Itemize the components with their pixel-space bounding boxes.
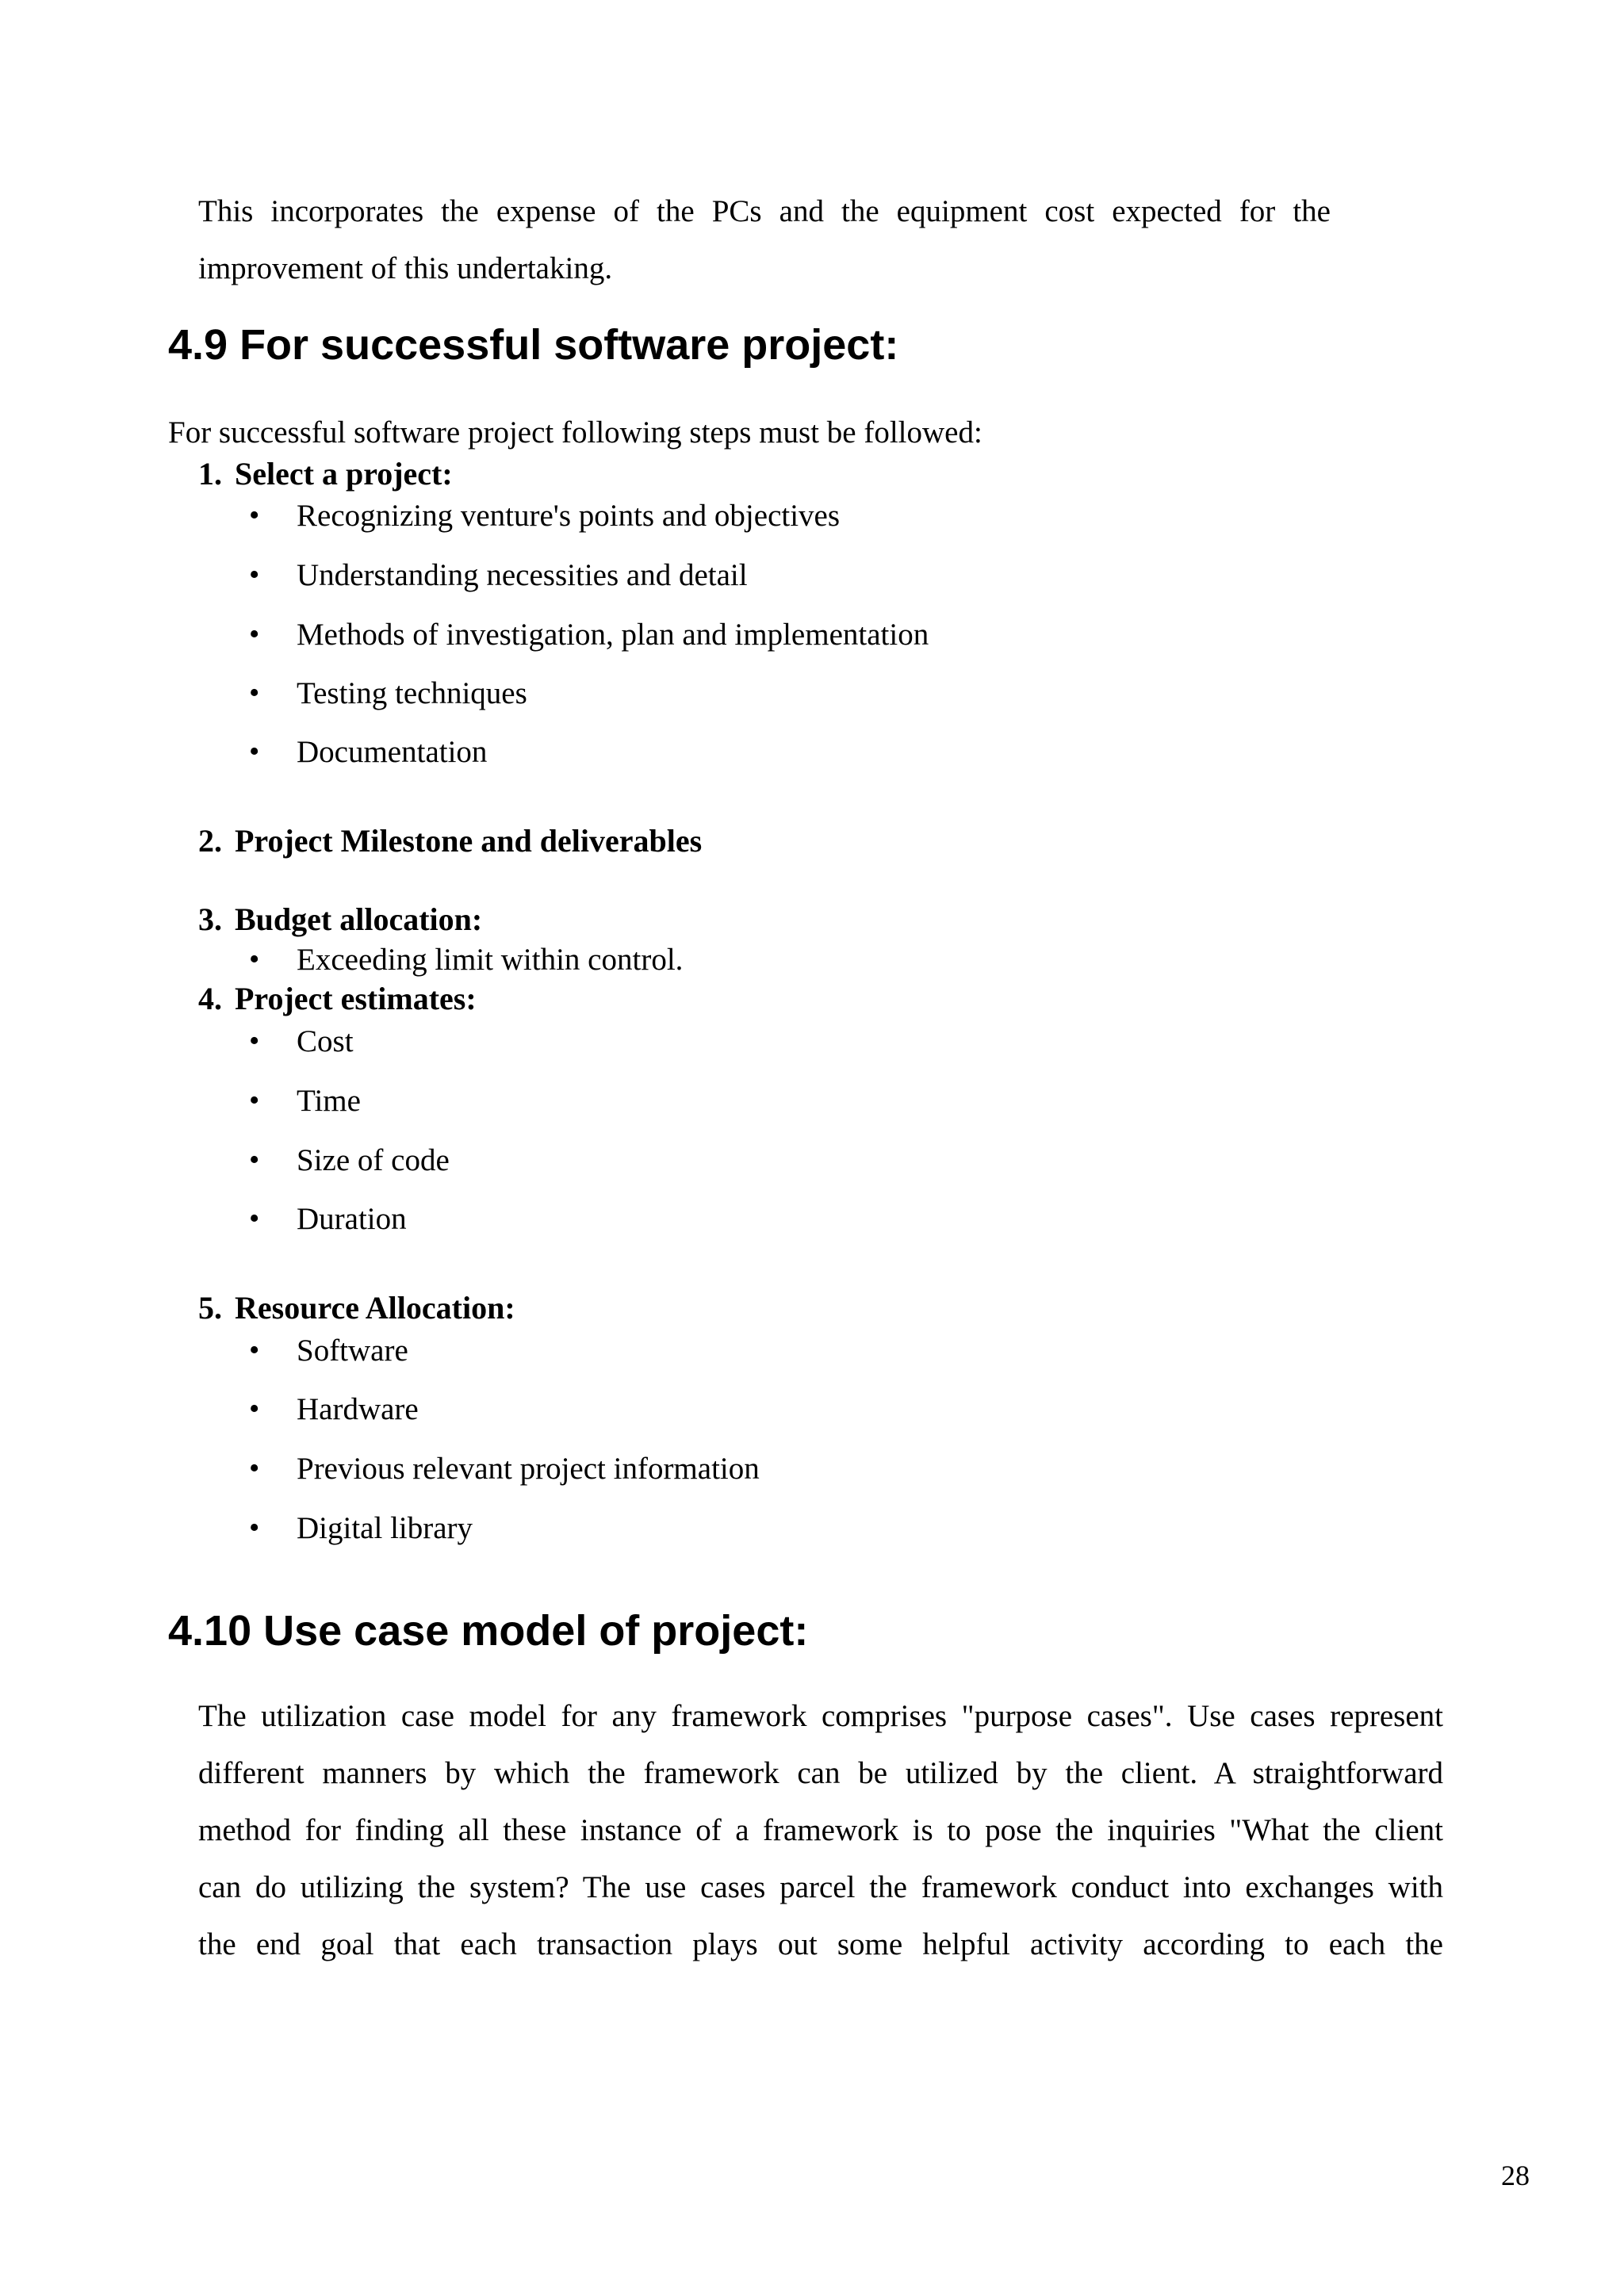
section-heading-4-9: 4.9 For successful software project:: [168, 321, 899, 369]
bullet-icon: •: [249, 499, 260, 532]
bullet-icon: •: [249, 1143, 260, 1177]
bullet-icon: •: [249, 1024, 260, 1058]
bullet-icon: •: [249, 558, 260, 591]
bullet-icon: •: [249, 1392, 260, 1425]
step-3-title: Budget allocation:: [235, 901, 483, 937]
bullet-icon: •: [249, 1334, 260, 1367]
bullet-icon: •: [249, 943, 260, 976]
list-item: • Documentation: [249, 735, 488, 769]
paragraph-line: The utilization case model for any framework comprises "purpose cases". Use cases represent: [198, 1699, 1443, 1733]
step-4-title: Project estimates:: [235, 981, 477, 1016]
section-heading-4-10: 4.10 Use case model of project:: [168, 1607, 809, 1655]
list-item: • Duration: [249, 1202, 407, 1236]
list-item: • Digital library: [249, 1511, 473, 1545]
paragraph-line: can do utilizing the system? The use cases parcel the framework conduct into exchanges with: [198, 1870, 1443, 1904]
step-5-number: 5.: [198, 1290, 222, 1326]
paragraph-line: the end goal that each transaction plays out some helpful activity according to each the: [198, 1927, 1443, 1961]
bullet-icon: •: [249, 676, 260, 710]
list-item: • Software: [249, 1334, 408, 1368]
bullet-icon: •: [249, 1084, 260, 1117]
paragraph-line: different manners by which the framework can be utilized by the client. A straightforward: [198, 1756, 1443, 1790]
list-item: • Recognizing venture's points and objectives: [249, 499, 841, 533]
step-4-number: 4.: [198, 981, 222, 1016]
step-3-number: 3.: [198, 901, 222, 937]
intro-line-2: improvement of this undertaking.: [198, 251, 613, 285]
list-item: • Size of code: [249, 1143, 450, 1177]
step-1-number: 1.: [198, 456, 222, 492]
section-lead: For successful software project following steps must be followed:: [168, 415, 982, 450]
step-5-title: Resource Allocation:: [235, 1290, 515, 1326]
list-item: • Time: [249, 1084, 361, 1118]
list-item: • Understanding necessities and detail: [249, 558, 748, 592]
list-item: • Testing techniques: [249, 676, 527, 710]
intro-line-1: This incorporates the expense of the PCs and the equipment cost expected for the: [198, 194, 1331, 228]
bullet-icon: •: [249, 618, 260, 651]
bullet-icon: •: [249, 1452, 260, 1485]
bullet-icon: •: [249, 1511, 260, 1544]
step-2-number: 2.: [198, 823, 222, 859]
bullet-icon: •: [249, 735, 260, 768]
list-item: • Exceeding limit within control.: [249, 943, 684, 977]
bullet-icon: •: [249, 1202, 260, 1235]
list-item: • Cost: [249, 1024, 354, 1058]
page-number: 28: [1501, 2160, 1530, 2191]
list-item: • Hardware: [249, 1392, 419, 1426]
list-item: • Previous relevant project information: [249, 1452, 760, 1486]
paragraph-line: method for finding all these instance of a framework is to pose the inquiries "What the client: [198, 1813, 1443, 1847]
step-2-title: Project Milestone and deliverables: [235, 823, 703, 859]
step-1-title: Select a project:: [235, 456, 453, 492]
list-item: • Methods of investigation, plan and implementation: [249, 618, 929, 652]
